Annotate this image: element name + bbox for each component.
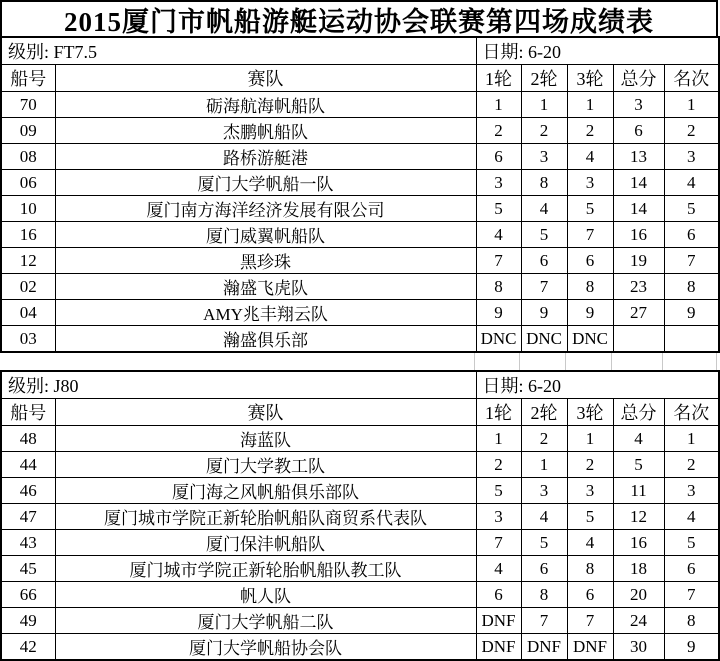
score-cell: DNF [567,634,613,661]
col-header-rank: 名次 [664,399,719,426]
score-cell: 7 [521,608,567,634]
score-cell: 13 [613,144,664,170]
score-cell: 4 [521,196,567,222]
score-cell: 2 [521,426,567,452]
score-cell: 19 [613,248,664,274]
table-info-row [1,37,719,65]
table-info-row [1,371,719,399]
score-cell: 4 [613,426,664,452]
team-name-cell: 帆人队 [55,582,476,608]
boat-number-cell: 70 [1,92,55,118]
boat-number-cell: 04 [1,300,55,326]
boat-number-cell: 10 [1,196,55,222]
score-cell: 30 [613,634,664,661]
score-cell: 20 [613,582,664,608]
faint-gridline [611,353,612,370]
score-cell: 8 [476,274,521,300]
score-cell: DNF [476,634,521,661]
score-cell: 5 [521,530,567,556]
score-cell: 3 [521,478,567,504]
score-cell: 2 [567,118,613,144]
team-name-cell: 厦门城市学院正新轮胎帆船队教工队 [55,556,476,582]
score-cell: 3 [664,144,719,170]
table-row [1,92,719,118]
score-cell: 3 [476,170,521,196]
boat-number-cell: 42 [1,634,55,661]
col-header-round2: 2轮 [521,399,567,426]
header-row [1,65,719,92]
boat-number-cell: 47 [1,504,55,530]
score-cell: 7 [664,582,719,608]
score-cell: 4 [567,530,613,556]
col-header-round1: 1轮 [476,399,521,426]
score-cell: 5 [567,504,613,530]
score-cell: 24 [613,608,664,634]
score-cell: 14 [613,170,664,196]
score-cell: 9 [664,300,719,326]
score-cell: 6 [476,144,521,170]
score-cell: 6 [664,222,719,248]
score-cell: 3 [567,478,613,504]
table-row [1,426,719,452]
score-cell: 14 [613,196,664,222]
boat-number-cell: 45 [1,556,55,582]
table-row [1,478,719,504]
score-cell: 8 [567,274,613,300]
table-row [1,248,719,274]
score-cell: 16 [613,222,664,248]
faint-gridline [716,353,717,370]
page-title: 2015厦门市帆船游艇运动协会联赛第四场成绩表 [0,0,718,36]
score-cell: 11 [613,478,664,504]
col-header-boat-number: 船号 [1,399,55,426]
score-cell: 3 [613,92,664,118]
score-cell: DNC [567,326,613,353]
class-label: 级别: J80 [1,371,476,399]
col-header-round1: 1轮 [476,65,521,92]
score-cell: DNF [476,608,521,634]
score-cell: 5 [476,478,521,504]
boat-number-cell: 43 [1,530,55,556]
score-cell: DNC [521,326,567,353]
team-name-cell: 厦门城市学院正新轮胎帆船队商贸系代表队 [55,504,476,530]
table-row [1,118,719,144]
col-header-round3: 3轮 [567,399,613,426]
score-cell: 8 [567,556,613,582]
score-cell: 23 [613,274,664,300]
score-cell: 6 [613,118,664,144]
score-cell: 2 [521,118,567,144]
table-row [1,530,719,556]
score-cell [613,326,664,353]
table-row [1,608,719,634]
table-row [1,452,719,478]
boat-number-cell: 02 [1,274,55,300]
team-name-cell: 砺海航海帆船队 [55,92,476,118]
score-cell: 9 [567,300,613,326]
score-cell: 18 [613,556,664,582]
score-cell: 8 [664,608,719,634]
score-cell: 5 [476,196,521,222]
team-name-cell: 厦门大学帆船一队 [55,170,476,196]
score-cell: 4 [664,504,719,530]
score-cell: 1 [521,452,567,478]
team-name-cell: 厦门大学教工队 [55,452,476,478]
boat-number-cell: 44 [1,452,55,478]
col-header-round2: 2轮 [521,65,567,92]
score-cell: 1 [521,92,567,118]
score-cell: 2 [664,118,719,144]
team-name-cell: 海蓝队 [55,426,476,452]
score-cell: 1 [567,92,613,118]
col-header-total: 总分 [613,65,664,92]
score-cell: 5 [664,530,719,556]
score-cell: 16 [613,530,664,556]
score-cell: 7 [664,248,719,274]
table-row [1,274,719,300]
score-cell: 8 [521,582,567,608]
results-table-j80 [0,370,720,661]
score-cell: 2 [567,452,613,478]
score-cell: 6 [521,248,567,274]
team-name-cell: 杰鹏帆船队 [55,118,476,144]
score-cell: 9 [664,634,719,661]
boat-number-cell: 08 [1,144,55,170]
team-name-cell: 厦门保沣帆船队 [55,530,476,556]
class-label: 级别: FT7.5 [1,37,476,65]
score-cell: 5 [664,196,719,222]
date-label: 日期: 6-20 [476,371,719,399]
boat-number-cell: 46 [1,478,55,504]
score-cell: 9 [521,300,567,326]
table-row [1,144,719,170]
table-row [1,326,719,353]
faint-gridline [662,353,663,370]
col-header-total: 总分 [613,399,664,426]
col-header-rank: 名次 [664,65,719,92]
score-cell: 7 [476,248,521,274]
boat-number-cell: 03 [1,326,55,353]
score-cell: 6 [664,556,719,582]
team-name-cell: 厦门大学帆船协会队 [55,634,476,661]
col-header-team: 赛队 [55,399,476,426]
col-header-team: 赛队 [55,65,476,92]
score-cell: 5 [521,222,567,248]
score-cell: 4 [476,556,521,582]
table-row [1,196,719,222]
boat-number-cell: 06 [1,170,55,196]
score-cell: 8 [664,274,719,300]
score-cell: 3 [567,170,613,196]
score-cell: 5 [567,196,613,222]
score-cell: 12 [613,504,664,530]
score-cell: 7 [521,274,567,300]
team-name-cell: 黑珍珠 [55,248,476,274]
boat-number-cell: 16 [1,222,55,248]
score-cell: 4 [476,222,521,248]
table-row [1,170,719,196]
score-cell: 7 [567,222,613,248]
score-cell: 3 [664,478,719,504]
boat-number-cell: 09 [1,118,55,144]
score-cell: 4 [664,170,719,196]
boat-number-cell: 66 [1,582,55,608]
col-header-boat-number: 船号 [1,65,55,92]
score-cell: 2 [664,452,719,478]
table-row [1,300,719,326]
table-row [1,582,719,608]
team-name-cell: 瀚盛俱乐部 [55,326,476,353]
score-cell: 4 [521,504,567,530]
table-row [1,222,719,248]
score-cell: 1 [476,92,521,118]
team-name-cell: 厦门南方海洋经济发展有限公司 [55,196,476,222]
table-row [1,504,719,530]
score-cell: 5 [613,452,664,478]
score-cell: 1 [664,92,719,118]
team-name-cell: 厦门海之风帆船俱乐部队 [55,478,476,504]
score-cell: 1 [567,426,613,452]
score-cell: 7 [476,530,521,556]
header-row [1,399,719,426]
score-cell: DNC [476,326,521,353]
boat-number-cell: 12 [1,248,55,274]
team-name-cell: 路桥游艇港 [55,144,476,170]
score-cell: 4 [567,144,613,170]
score-cell: 6 [567,582,613,608]
score-cell: 2 [476,452,521,478]
score-cell: 2 [476,118,521,144]
boat-number-cell: 49 [1,608,55,634]
table-row [1,556,719,582]
team-name-cell: 瀚盛飞虎队 [55,274,476,300]
score-cell: 27 [613,300,664,326]
score-cell: 7 [567,608,613,634]
score-cell: 6 [476,582,521,608]
score-cell: 6 [521,556,567,582]
score-cell: 8 [521,170,567,196]
score-cell: 3 [521,144,567,170]
team-name-cell: 厦门大学帆船二队 [55,608,476,634]
faint-gridline [565,353,566,370]
team-name-cell: 厦门威翼帆船队 [55,222,476,248]
results-table-ft75 [0,36,720,353]
table-row [1,634,719,661]
score-cell: 1 [664,426,719,452]
score-cell: 1 [476,426,521,452]
faint-gridline [519,353,520,370]
spreadsheet-gridline-gap [0,353,718,370]
col-header-round3: 3轮 [567,65,613,92]
score-cell: DNF [521,634,567,661]
team-name-cell: AMY兆丰翔云队 [55,300,476,326]
boat-number-cell: 48 [1,426,55,452]
date-label: 日期: 6-20 [476,37,719,65]
score-cell: 9 [476,300,521,326]
score-cell [664,326,719,353]
score-cell: 3 [476,504,521,530]
score-cell: 6 [567,248,613,274]
faint-gridline [474,353,475,370]
